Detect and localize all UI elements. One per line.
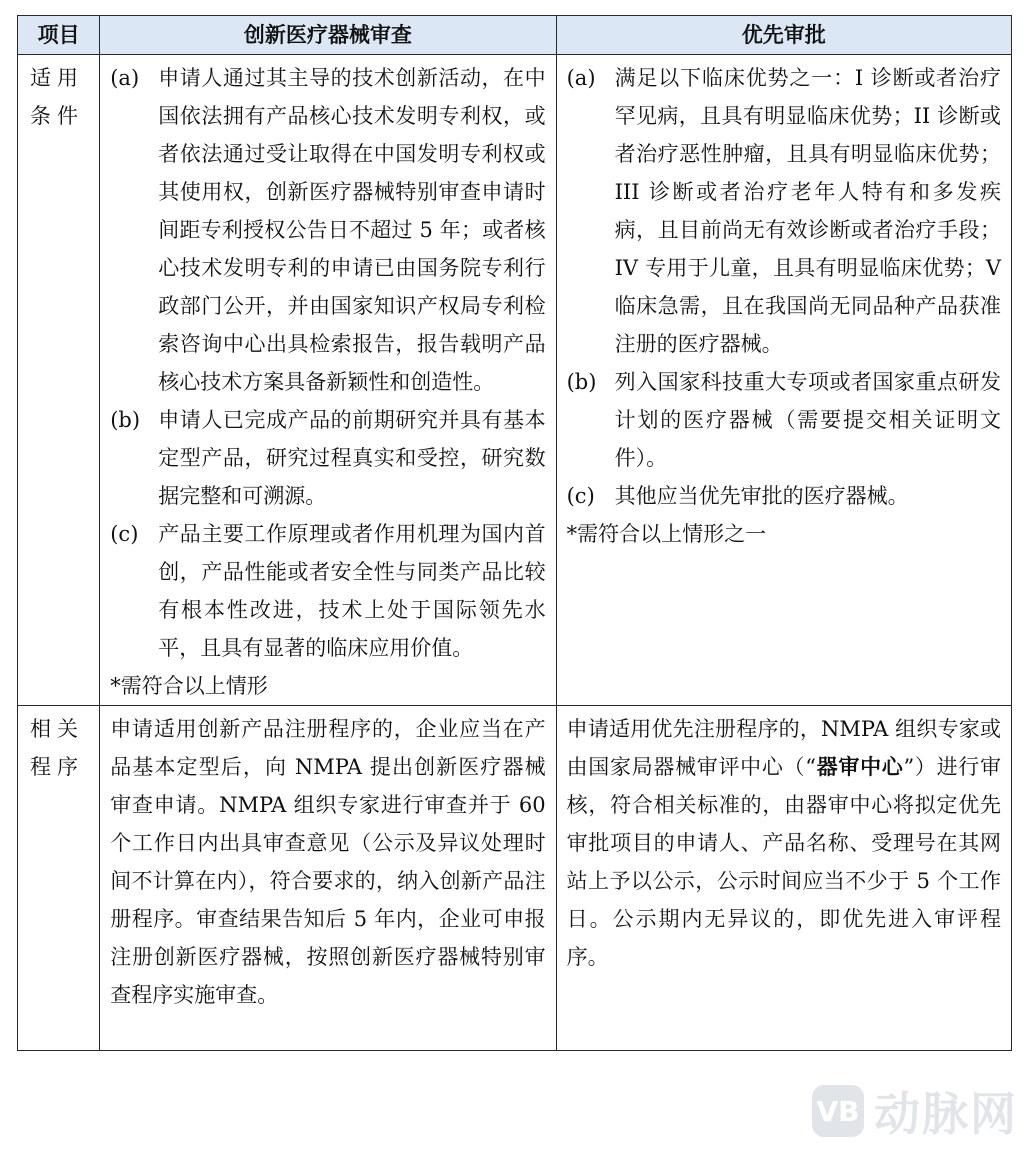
innovation-note: *需符合以上情形 bbox=[110, 674, 268, 698]
item-marker: (c) bbox=[566, 484, 595, 508]
priority-procedure bbox=[556, 706, 1011, 1051]
priority-note: *需符合以上情形之一 bbox=[566, 522, 767, 546]
item-text: 列入国家科技重大专项或者国家重点研发计划的医疗器械（需要提交相关证明文件）。 bbox=[614, 370, 1001, 470]
item-marker: (a) bbox=[110, 66, 140, 90]
innovation-procedure: 申请适用创新产品注册程序的，企业应当在产品基本定型后，向 NMPA 提出创新医疗器械审查申请。NMPA 组织专家进行审查并于 60 个工作日内出具审查意见（公示及异议处理时间不计算在内），符合要求的，纳入创新产品注册程序。审查结果告知后 5 年内，企业可申报注册创新医疗器械，按照创新医疗器械特别审查程序实施审查。 bbox=[100, 706, 556, 1051]
header-item: 项目 bbox=[18, 16, 100, 55]
list-item bbox=[567, 59, 1001, 363]
item-text: 申请人通过其主导的技术创新活动，在中国依法拥有产品核心技术发明专利权，或者依法通过受让取得在中国发明专利权或其使用权，创新医疗器械特别审查申请时间距专利授权公告日不超过 5 年；或者核心技术发明专利的申请已由国务院专利行政部门公开，并由国家知识产权局专利检索咨询中心出具检索报告，报告载明产品核心技术方案具备新颖性和创造性。 bbox=[158, 66, 546, 394]
item-text: 其他应当优先审批的医疗器械。 bbox=[614, 484, 909, 508]
item-text: 满足以下临床优势之一：I 诊断或者治疗罕见病，且具有明显临床优势；II 诊断或者治疗恶性肿瘤，且具有明显临床优势；III 诊断或者治疗老年人特有和多发疾病，且目前尚无有效诊断或者治疗手段；IV 专用于儿童，且具有明显临床优势；V 临床急需，且在我国尚无同品种产品获准注册的医疗器械。 bbox=[614, 66, 1001, 356]
list-item bbox=[567, 477, 1001, 515]
priority-procedure-bold: 器审中心 bbox=[815, 754, 904, 779]
item-text: 申请人已完成产品的前期研究并具有基本定型产品，研究过程真实和受控，研究数据完整和可溯源。 bbox=[158, 408, 546, 508]
priority-procedure-text-2: ”）进行审核，符合相关标准的，由器审中心将拟定优先审批项目的申请人、产品名称、受理号在其网站上予以公示，公示时间应当不少于 5 个工作日。公示期内无异议的，即优先进入审评程序。 bbox=[566, 755, 1001, 969]
list-item bbox=[567, 363, 1001, 477]
innovation-conditions bbox=[100, 55, 556, 706]
row-label-conditions: 适用条件 bbox=[18, 55, 100, 706]
comparison-table bbox=[17, 15, 1012, 1051]
item-marker: (b) bbox=[110, 408, 141, 432]
watermark bbox=[812, 1078, 1018, 1144]
list-item bbox=[110, 59, 545, 401]
item-text: 产品主要工作原理或者作用机理为国内首创，产品性能或者安全性与同类产品比较有根本性改进，技术上处于国际领先水平，且具有显著的临床应用价值。 bbox=[158, 522, 546, 660]
item-marker: (a) bbox=[566, 66, 596, 90]
row-label-procedures: 相关程序 bbox=[18, 706, 100, 1051]
item-marker: (c) bbox=[110, 522, 139, 546]
list-item bbox=[110, 515, 545, 667]
watermark-text: 动脉网 bbox=[874, 1087, 1018, 1141]
watermark-logo-icon: VB bbox=[812, 1085, 864, 1137]
header-innovation: 创新医疗器械审查 bbox=[100, 16, 556, 55]
list-item bbox=[110, 401, 545, 515]
row-conditions bbox=[18, 55, 1012, 706]
row-procedures bbox=[18, 706, 1012, 1051]
priority-conditions bbox=[556, 55, 1011, 706]
header-row bbox=[18, 16, 1012, 55]
header-priority: 优先审批 bbox=[556, 16, 1011, 55]
item-marker: (b) bbox=[566, 370, 597, 394]
priority-procedure-text-1: 申请适用优先注册程序的，NMPA 组织专家或由国家局器械审评中心（“ bbox=[566, 717, 1001, 779]
